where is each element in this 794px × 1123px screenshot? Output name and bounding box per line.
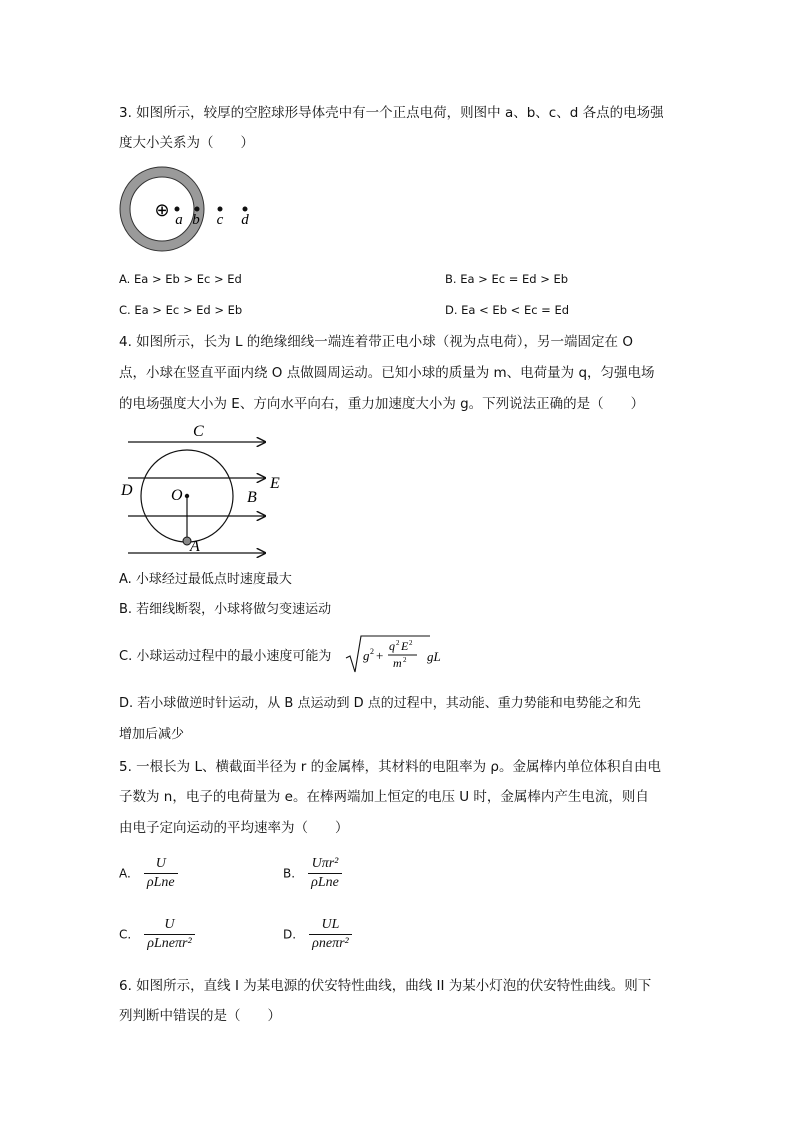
q3-figure: [120, 166, 270, 256]
q5-option-d-label: D.: [283, 927, 297, 942]
q4-option-d-line2: 增加后减少: [119, 727, 185, 742]
q5-option-a-fraction: [144, 855, 178, 892]
q4-option-d-line1: D. 若小球做逆时针运动，从 B 点运动到 D 点的过程中，其动能、重力势能和电势能之和先: [119, 696, 641, 711]
q4-option-b: B. 若细线断裂，小球将做匀变速运动: [119, 602, 332, 617]
q3-option-a: A. Ea > Eb > Ec > Ed: [119, 272, 242, 286]
label-D: D: [121, 482, 133, 499]
q4-stem-line3: 的电场强度大小为 E、方向水平向右，重力加速度大小为 g。下列说法正确的是（ ）: [119, 396, 645, 412]
q5-option-d: [283, 916, 352, 953]
positive-charge-icon: ⊕: [154, 200, 170, 221]
q4-stem-line1: 4. 如图所示，长为 L 的绝缘细线一端连着带正电小球（视为点电荷），另一端固定在 O: [119, 334, 633, 350]
q3-stem-line2: 度大小关系为（ ）: [119, 135, 254, 151]
q5-b-denominator: ρLne: [308, 873, 342, 892]
svg-text:+: +: [376, 648, 384, 663]
svg-text:2: 2: [409, 639, 413, 647]
q5-c-denominator: ρLneπr²: [144, 934, 194, 953]
q4-figure: [118, 422, 288, 560]
svg-text:g: g: [363, 648, 370, 663]
point-a-dot: [175, 207, 180, 212]
q5-a-denominator: ρLne: [144, 873, 178, 892]
svg-text:2: 2: [403, 656, 407, 664]
svg-text:q: q: [389, 639, 395, 653]
q3-option-b: B. Ea > Ec = Ed > Eb: [445, 272, 569, 286]
q5-stem-line3: 由电子定向运动的平均速率为（ ）: [119, 820, 349, 836]
label-E: E: [270, 475, 280, 492]
q6-stem-line1: 6. 如图所示，直线 I 为某电源的伏安特性曲线，曲线 II 为某小灯泡的伏安特性曲线。则下: [119, 978, 652, 994]
svg-text:m: m: [393, 656, 402, 670]
svg-text:2: 2: [396, 639, 400, 647]
q5-stem-line2: 子数为 n，电子的电荷量为 e。在棒两端加上恒定的电压 U 时，金属棒内产生电流，则自: [119, 789, 649, 805]
q4-option-c-text: C. 小球运动过程中的最小速度可能为: [119, 649, 332, 664]
q5-option-c-fraction: [144, 916, 194, 953]
label-C: C: [193, 423, 204, 440]
q5-option-a: [119, 855, 178, 892]
q5-a-numerator: U: [155, 856, 166, 871]
q4-option-a: A. 小球经过最低点时速度最大: [119, 572, 292, 587]
q4-option-c-formula: [344, 634, 444, 674]
q5-b-numerator: Uπr²: [311, 856, 339, 871]
svg-text:gL: gL: [427, 649, 441, 664]
point-d-dot: [243, 207, 248, 212]
q5-d-numerator: UL: [321, 917, 340, 932]
point-b-dot: [195, 207, 200, 212]
q4-stem-line2: 点，小球在竖直平面内绕 O 点做圆周运动。已知小球的质量为 m、电荷量为 q，匀强电场: [119, 365, 655, 381]
q6-stem-line2: 列判断中错误的是（ ）: [119, 1008, 281, 1024]
q5-option-b-label: B.: [283, 866, 296, 881]
q5-option-c-label: C.: [119, 927, 132, 942]
q5-option-d-fraction: [309, 916, 352, 953]
q5-c-numerator: U: [164, 917, 175, 932]
label-a: a: [175, 212, 183, 228]
q5-d-denominator: ρneπr²: [309, 934, 352, 953]
q5-option-b: [283, 855, 342, 892]
label-d: d: [241, 212, 249, 228]
q5-option-c: [119, 916, 195, 953]
label-B: B: [247, 489, 257, 506]
label-A: A: [190, 538, 200, 555]
q5-option-a-label: A.: [119, 866, 131, 881]
q4-option-c: [119, 649, 331, 665]
q3-option-c: C. Ea > Ec > Ed > Eb: [119, 303, 243, 317]
q5-stem-line1: 5. 一根长为 L、横截面半径为 r 的金属棒，其材料的电阻率为 ρ。金属棒内单位体积自由电: [119, 759, 661, 775]
label-b: b: [192, 212, 200, 228]
label-O: O: [171, 487, 183, 504]
q3-stem-line1: 3. 如图所示，较厚的空腔球形导体壳中有一个正点电荷，则图中 a、b、c、d 各点的电场强: [119, 105, 664, 121]
q3-option-d: D. Ea < Eb < Ec = Ed: [445, 303, 570, 317]
q5-option-b-fraction: [308, 855, 342, 892]
point-c-dot: [218, 207, 223, 212]
svg-text:E: E: [401, 639, 409, 653]
svg-text:2: 2: [370, 647, 374, 656]
label-c: c: [216, 212, 224, 228]
